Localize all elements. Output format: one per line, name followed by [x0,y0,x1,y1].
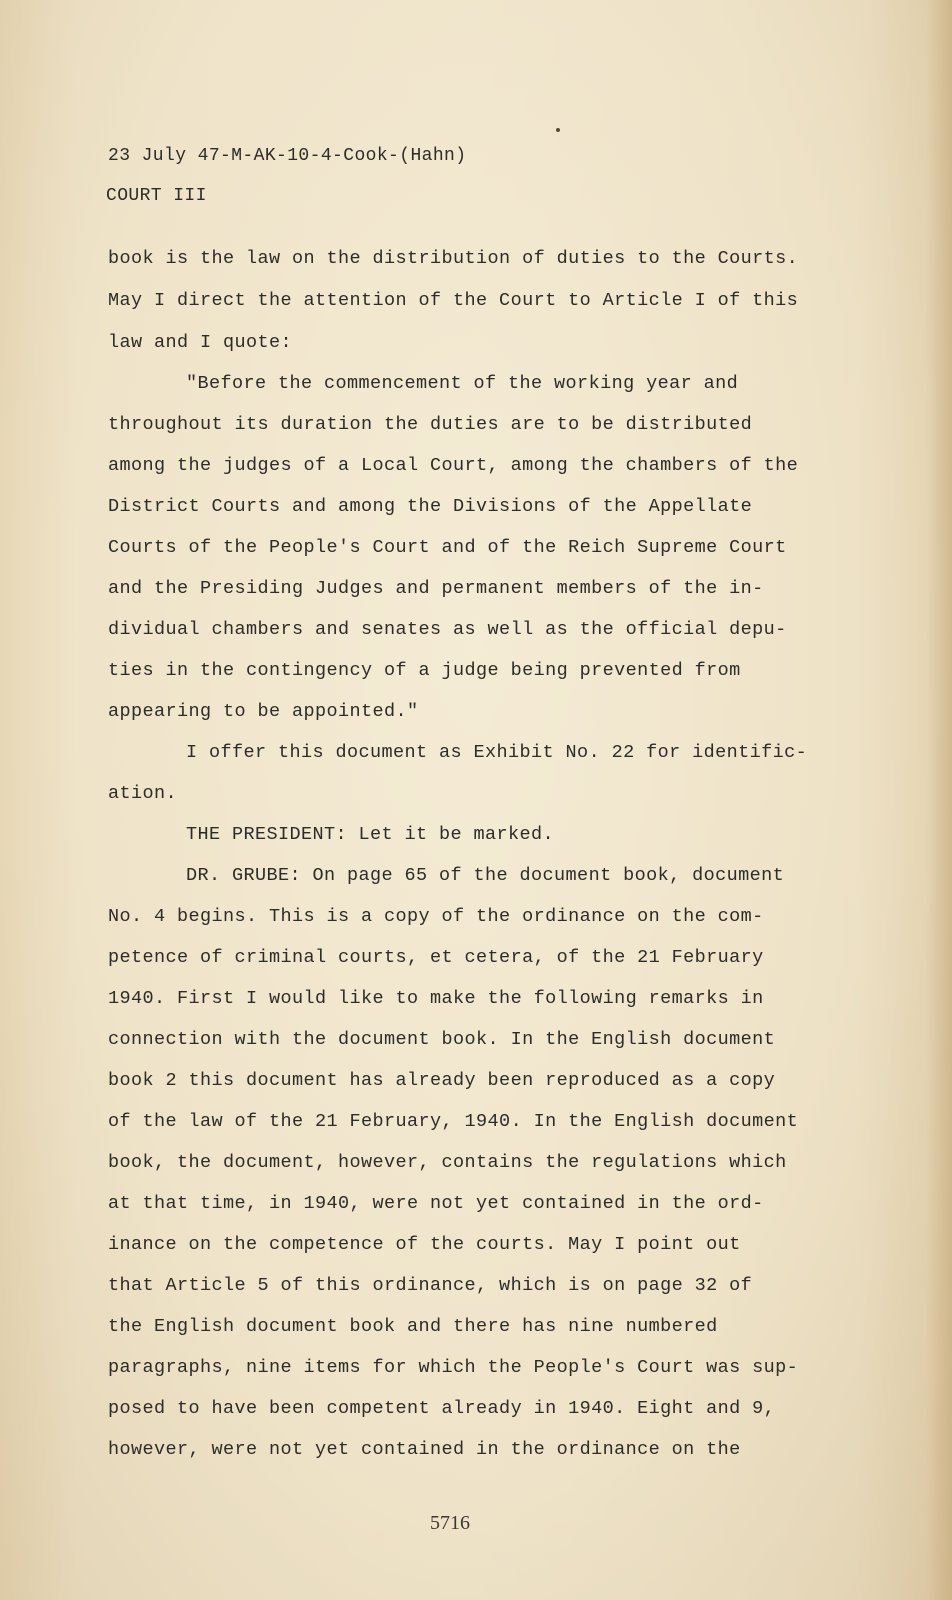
body-line: "Before the commencement of the working year and [186,373,739,394]
body-line: paragraphs, nine items for which the People's Court was sup- [108,1357,799,1378]
body-line: posed to have been competent already in 1940. Eight and 9, [108,1398,776,1419]
body-line: throughout its duration the duties are to be distributed [108,414,753,435]
body-line: inance on the competence of the courts. May I point out [108,1234,741,1255]
body-line: I offer this document as Exhibit No. 22 for identific- [186,742,808,763]
body-line: District Courts and among the Divisions of the Appellate [108,496,753,517]
body-line: law and I quote: [108,332,293,353]
body-line: appearing to be appointed." [108,701,419,722]
body-line: book, the document, however, contains the regulations which [108,1152,787,1173]
header-court: COURT III [106,186,207,206]
page-number: 5716 [430,1512,470,1534]
body-line: at that time, in 1940, were not yet contained in the ord- [108,1193,764,1214]
body-line: Courts of the People's Court and of the Reich Supreme Court [108,537,787,558]
body-line: DR. GRUBE: On page 65 of the document book, document [186,865,785,886]
body-line: dividual chambers and senates as well as the official depu- [108,619,787,640]
body-line: book is the law on the distribution of duties to the Courts. [108,248,799,269]
body-line: connection with the document book. In the English document [108,1029,776,1050]
body-line: book 2 this document has already been reproduced as a copy [108,1070,776,1091]
header-reference: 23 July 47-M-AK-10-4-Cook-(Hahn) [108,146,467,166]
body-line: of the law of the 21 February, 1940. In the English document [108,1111,799,1132]
body-line: No. 4 begins. This is a copy of the ordinance on the com- [108,906,764,927]
body-line: ties in the contingency of a judge being prevented from [108,660,741,681]
body-line: however, were not yet contained in the ordinance on the [108,1439,741,1460]
body-line: 1940. First I would like to make the following remarks in [108,988,764,1009]
ink-speck [556,128,560,132]
body-line: that Article 5 of this ordinance, which is on page 32 of [108,1275,753,1296]
body-line: May I direct the attention of the Court to Article I of this [108,290,799,311]
body-line: among the judges of a Local Court, among the chambers of the [108,455,799,476]
body-line: the English document book and there has nine numbered [108,1316,718,1337]
body-line: ation. [108,783,178,804]
body-line: and the Presiding Judges and permanent members of the in- [108,578,764,599]
body-line: petence of criminal courts, et cetera, of the 21 February [108,947,764,968]
body-line: THE PRESIDENT: Let it be marked. [186,824,555,845]
